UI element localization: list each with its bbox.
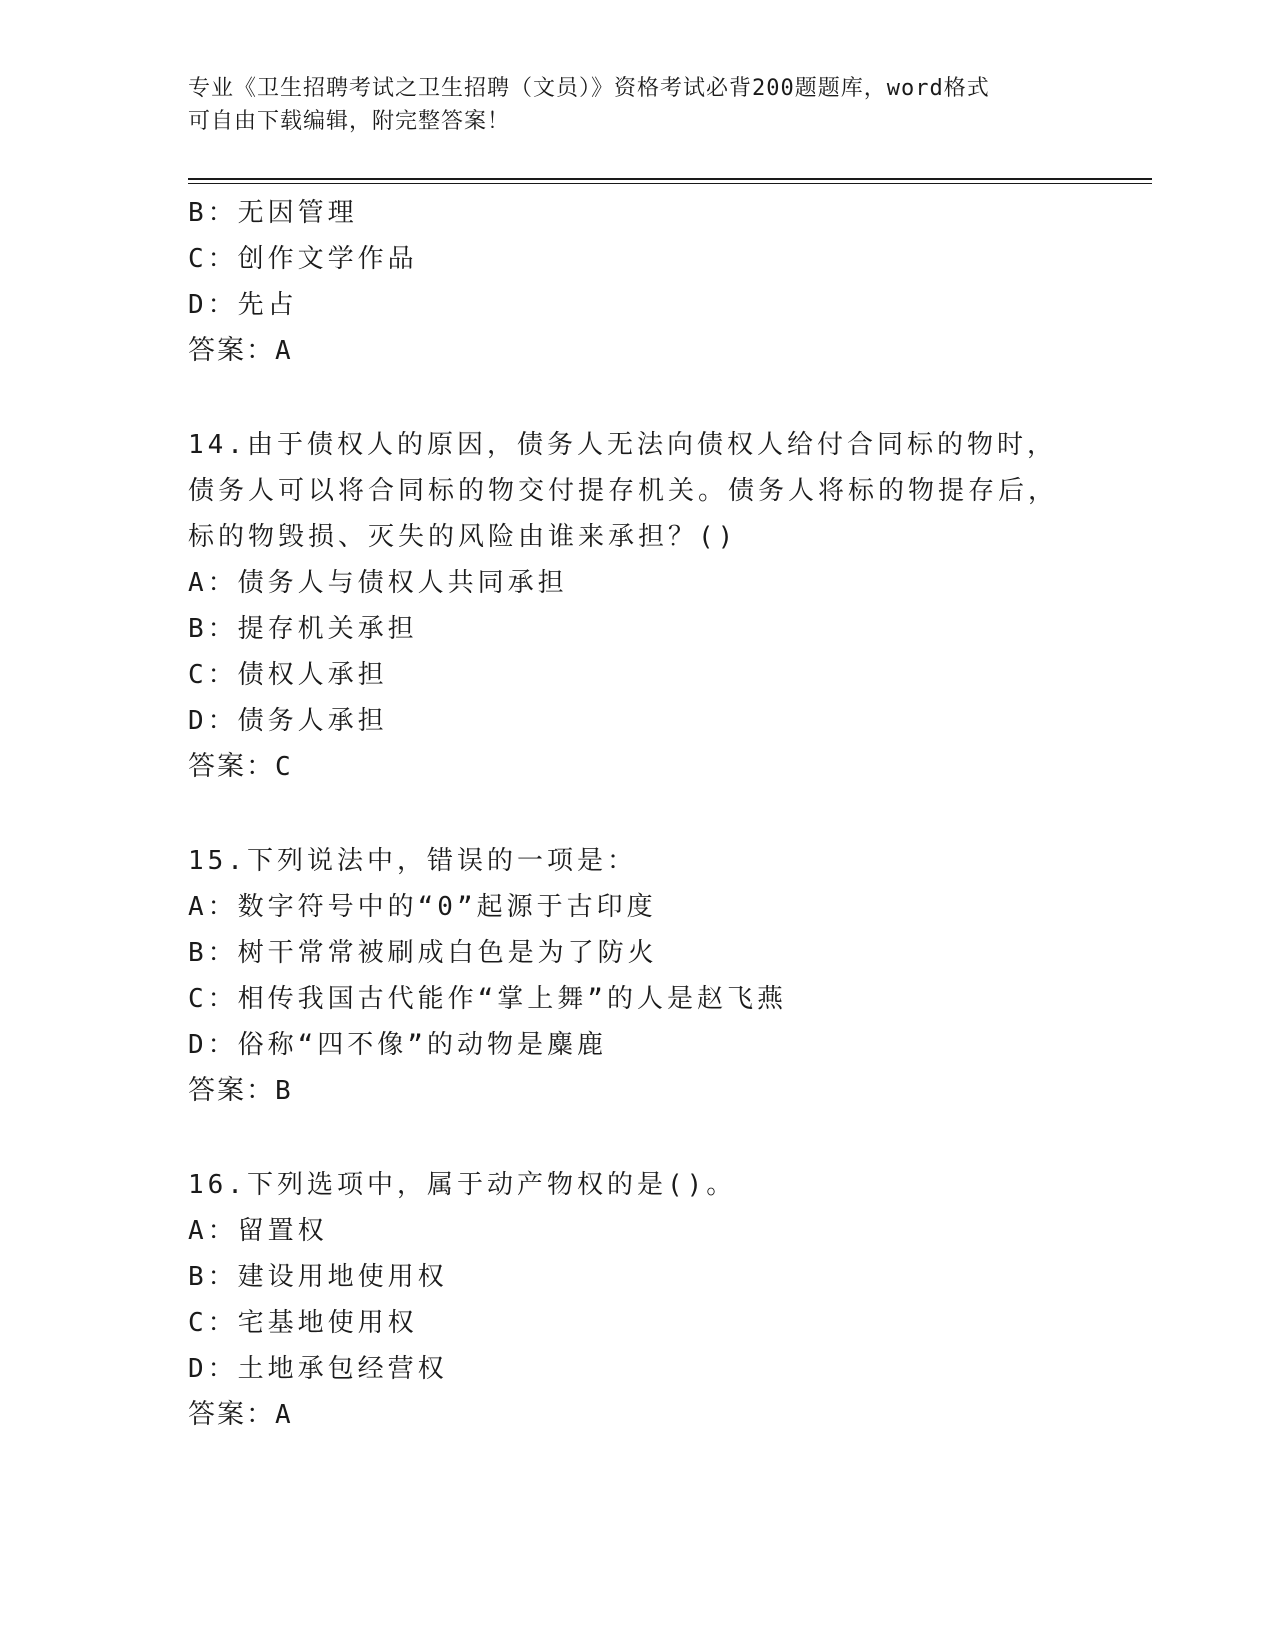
answer-label: 答案： (188, 751, 275, 782)
option-d: D：土地承包经营权 (188, 1354, 448, 1384)
answer-value: C (275, 752, 293, 782)
option-c: C：创作文学作品 (188, 244, 418, 274)
answer-value: A (275, 336, 293, 366)
question-stem: 16.下列选项中，属于动产物权的是()。 (188, 1170, 737, 1200)
answer-line (188, 744, 1088, 790)
answer-label: 答案： (188, 1075, 275, 1106)
answer-line (188, 328, 1088, 374)
option-b: B：树干常常被刷成白色是为了防火 (188, 938, 658, 968)
option-c: C：相传我国古代能作“掌上舞”的人是赵飞燕 (188, 984, 787, 1014)
option-b: B：无因管理 (188, 198, 358, 228)
question-stem: 14.由于债权人的原因，债务人无法向债权人给付合同标的物时，债务人可以将合同标的物交付提存机关。债务人将标的物提存后，标的物毁损、灭失的风险由谁来承担？() (188, 430, 1059, 552)
question-list (188, 190, 1088, 1438)
answer-line (188, 1392, 1088, 1438)
answer-label: 答案： (188, 1399, 275, 1430)
option-d: D：俗称“四不像”的动物是麋鹿 (188, 1030, 607, 1060)
question-stem: 15.下列说法中，错误的一项是： (188, 846, 637, 876)
prev-question-block (188, 190, 1088, 374)
option-a: A：数字符号中的“0”起源于古印度 (188, 892, 657, 922)
question-15 (188, 838, 1088, 1114)
option-c: C：债权人承担 (188, 660, 388, 690)
answer-line (188, 1068, 1088, 1114)
question-14 (188, 422, 1088, 790)
option-a: A：债务人与债权人共同承担 (188, 568, 568, 598)
option-b: B：建设用地使用权 (188, 1262, 448, 1292)
option-c: C：宅基地使用权 (188, 1308, 418, 1338)
header-divider-thick (188, 178, 1152, 180)
header-line-1: 专业《卫生招聘考试之卫生招聘（文员）》资格考试必背200题题库，word格式 (188, 76, 990, 101)
answer-label: 答案： (188, 335, 275, 366)
header-line-2: 可自由下载编辑，附完整答案！ (188, 109, 511, 134)
answer-value: A (275, 1400, 293, 1430)
option-d: D：先占 (188, 290, 298, 320)
document-header (188, 72, 1088, 138)
header-divider-thin (188, 183, 1152, 184)
question-16 (188, 1162, 1088, 1438)
answer-value: B (275, 1076, 293, 1106)
option-d: D：债务人承担 (188, 706, 388, 736)
option-a: A：留置权 (188, 1216, 328, 1246)
option-b: B：提存机关承担 (188, 614, 418, 644)
